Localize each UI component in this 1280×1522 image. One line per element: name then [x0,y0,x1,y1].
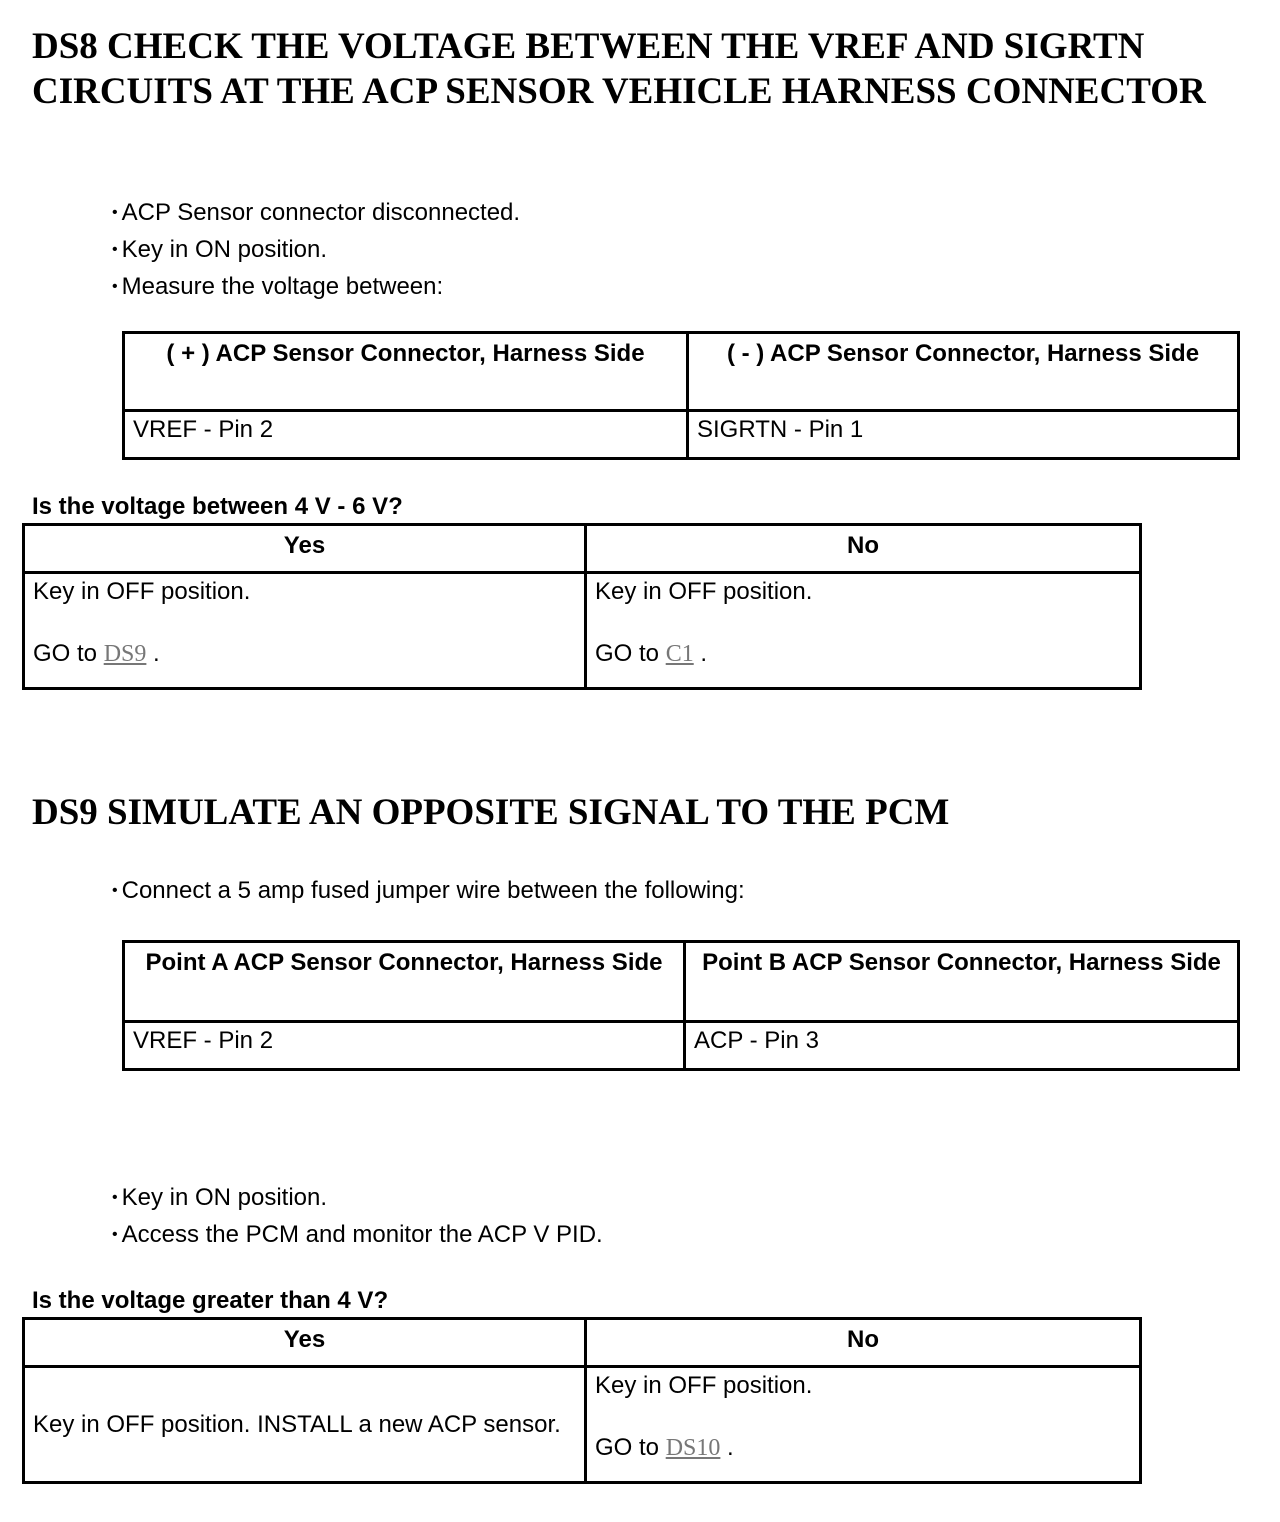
ds9-steps-2 [112,1181,603,1255]
step: • Connect a 5 amp fused jumper wire between the following: [112,874,745,911]
ds9-heading: DS9 SIMULATE AN OPPOSITE SIGNAL TO THE PCM [32,792,950,833]
goto-label: GO to [595,1434,660,1461]
step: • Access the PCM and monitor the ACP V PID. [112,1218,603,1255]
ds8-answer-table [22,523,1142,690]
cell-negative: SIGRTN - Pin 1 [688,411,1239,459]
goto-label: GO to [33,640,98,667]
yes-cell: Key in OFF position. GO to DS9 . [24,573,586,689]
ds9-pin-table [122,940,1240,1071]
link-ds10[interactable]: DS10 [665,1435,721,1461]
link-c1[interactable]: C1 [665,641,694,667]
step: • Key in ON position. [112,233,520,270]
cell-point-b: ACP - Pin 3 [685,1022,1239,1070]
cell-point-a: VREF - Pin 2 [124,1022,685,1070]
yes-cell [24,1367,586,1483]
yes-text: Key in OFF position. [33,578,251,605]
no-text: Key in OFF position. [595,578,813,605]
step: • ACP Sensor connector disconnected. [112,196,520,233]
header-positive: ( + ) ACP Sensor Connector, Harness Side [124,333,688,411]
step: • Key in ON position. [112,1181,603,1218]
ds9-question: Is the voltage greater than 4 V? [32,1287,389,1314]
ds9-answer-table [22,1317,1142,1484]
header-point-b: Point B ACP Sensor Connector, Harness Side [685,942,1239,1022]
yes-header: Yes [24,1319,586,1367]
ds8-pin-table [122,331,1240,460]
link-ds9[interactable]: DS9 [103,641,147,667]
goto-label: GO to [595,640,660,667]
no-header: No [586,1319,1141,1367]
no-cell: Key in OFF position. GO to DS10 . [586,1367,1141,1483]
no-text: Key in OFF position. [595,1372,813,1399]
header-point-a: Point A ACP Sensor Connector, Harness Side [124,942,685,1022]
yes-text: Key in OFF position. INSTALL a new ACP sensor. [33,1410,561,1438]
ds9-steps [112,874,745,911]
step: • Measure the voltage between: [112,270,520,307]
no-header: No [586,525,1141,573]
ds8-heading: DS8 CHECK THE VOLTAGE BETWEEN THE VREF AND SIGRTN CIRCUITS AT THE ACP SENSOR VEHICLE HARNESS CONNECTOR [32,26,1206,112]
ds8-question: Is the voltage between 4 V - 6 V? [32,493,403,520]
yes-header: Yes [24,525,586,573]
ds8-steps [112,196,520,307]
cell-positive: VREF - Pin 2 [124,411,688,459]
header-negative: ( - ) ACP Sensor Connector, Harness Side [688,333,1239,411]
no-cell: Key in OFF position. GO to C1 . [586,573,1141,689]
